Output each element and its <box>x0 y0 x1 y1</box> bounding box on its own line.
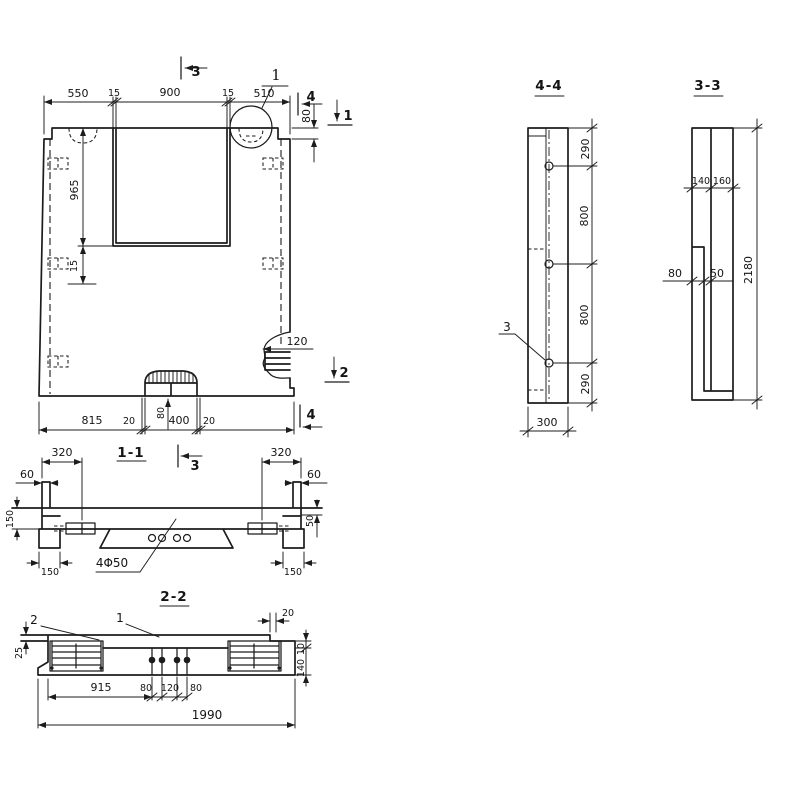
s22-dowel-bars <box>152 648 187 675</box>
s44-dim-800b: 800 <box>578 304 591 326</box>
s33-dim-80: 80 <box>668 267 682 280</box>
s22-dowel-dot-3 <box>174 657 181 664</box>
section-4-4-view <box>499 78 597 437</box>
s22-dowel-dot-2 <box>159 657 166 664</box>
s11-title: 1-1 <box>117 445 145 461</box>
s22-leaders <box>41 624 159 640</box>
dim-label-20a: 20 <box>122 416 136 427</box>
s11-dim-320l: 320 <box>51 446 73 459</box>
dim-label-20b: 20 <box>202 416 216 427</box>
s22-cage-dot-3 <box>228 666 231 669</box>
hidden-edge-lines <box>50 139 281 394</box>
s11-dim-foot-r: 150 <box>283 567 303 578</box>
s22-dim-25: 25 <box>14 646 25 660</box>
hidden-arcs <box>69 128 263 143</box>
s11-dim-60l: 60 <box>20 468 34 481</box>
s22-dim-1990-label: 1990 <box>191 708 223 722</box>
section-2-2-view <box>14 589 311 728</box>
section-label-4-top: 4 <box>306 90 316 105</box>
s33-outline <box>692 128 733 400</box>
main-elevation-view <box>39 57 353 434</box>
s22-dim-20: 20 <box>281 608 295 619</box>
s22-leader-2-label: 2 <box>30 613 38 627</box>
dim-label-815: 815 <box>81 414 103 427</box>
s33-dim-50: 50 <box>710 267 724 280</box>
s33-dim-140: 140 <box>691 176 711 187</box>
s22-dim-10: 10 <box>296 642 307 656</box>
s22-cage-dot-4 <box>277 666 280 669</box>
section-3-3-view <box>663 78 762 409</box>
s33-dim-2180: 2180 <box>742 256 755 284</box>
s11-marker-label: 3 <box>190 459 200 474</box>
s11-dim-60r: 60 <box>307 468 321 481</box>
s44-leader-3-label: 3 <box>503 320 511 334</box>
s22-cage-dot-1 <box>50 666 53 669</box>
s11-holes-label: 4Φ50 <box>95 556 129 570</box>
section-label-2: 2 <box>339 366 349 381</box>
s44-inner-line <box>528 128 546 403</box>
s44-title: 4-4 <box>535 78 563 94</box>
s22-dim-80a: 80 <box>139 683 153 694</box>
s11-dim-50r: 50 <box>305 514 316 528</box>
s22-dim-915-label: 915 <box>90 681 112 694</box>
s22-cage-dot-2 <box>99 666 102 669</box>
s44-dim-290b: 290 <box>579 373 592 395</box>
section-1-1-view <box>5 445 327 578</box>
s11-hole-1 <box>149 535 156 542</box>
dim-label-900: 900 <box>159 86 181 99</box>
s22-dim-120: 120 <box>160 683 180 694</box>
dim-label-510: 510 <box>253 87 275 100</box>
s11-dim-foot-l: 150 <box>40 567 60 578</box>
s11-hole-4 <box>184 535 191 542</box>
dim-label-550: 550 <box>67 87 89 100</box>
bump-hatching <box>149 372 193 384</box>
s44-hidden-steps <box>528 249 546 390</box>
s33-dim-160: 160 <box>712 176 732 187</box>
dim-label-15b: 15 <box>221 88 235 99</box>
dim-label-400: 400 <box>168 414 190 427</box>
dim-label-120: 120 <box>286 335 308 348</box>
dim-label-965: 965 <box>68 179 81 201</box>
s22-dim-140: 140 <box>296 658 307 678</box>
s11-extension-lines <box>12 458 322 568</box>
s22-title: 2-2 <box>160 589 188 605</box>
s44-leader-3 <box>499 334 545 360</box>
dim-label-15-left: 15 <box>69 259 80 273</box>
s11-dim-320r: 320 <box>270 446 292 459</box>
s11-outline <box>12 482 322 548</box>
s44-dim-800a: 800 <box>578 205 591 227</box>
s44-dim-290a: 290 <box>579 138 592 160</box>
s22-leader-1-label: 1 <box>116 611 124 625</box>
s33-title: 3-3 <box>694 78 722 94</box>
section-label-1: 1 <box>343 109 353 124</box>
s11-hole-3 <box>174 535 181 542</box>
s44-dim-300: 300 <box>536 416 558 429</box>
section-label-3: 3 <box>191 65 201 80</box>
dim-label-15a: 15 <box>107 88 121 99</box>
s11-dim-150l: 150 <box>5 509 16 529</box>
s22-rebar-cages <box>50 641 281 671</box>
dim-label-80-top: 80 <box>300 109 313 123</box>
dim-label-bump-80: 80 <box>156 406 167 420</box>
section-label-4-bottom: 4 <box>306 408 316 423</box>
s44-socket-lines <box>553 166 568 363</box>
s22-dowel-dot-4 <box>184 657 191 664</box>
detail-callout-label: 1 <box>271 66 281 84</box>
s22-dowel-dot-1 <box>149 657 156 664</box>
s22-dim-80b: 80 <box>189 683 203 694</box>
